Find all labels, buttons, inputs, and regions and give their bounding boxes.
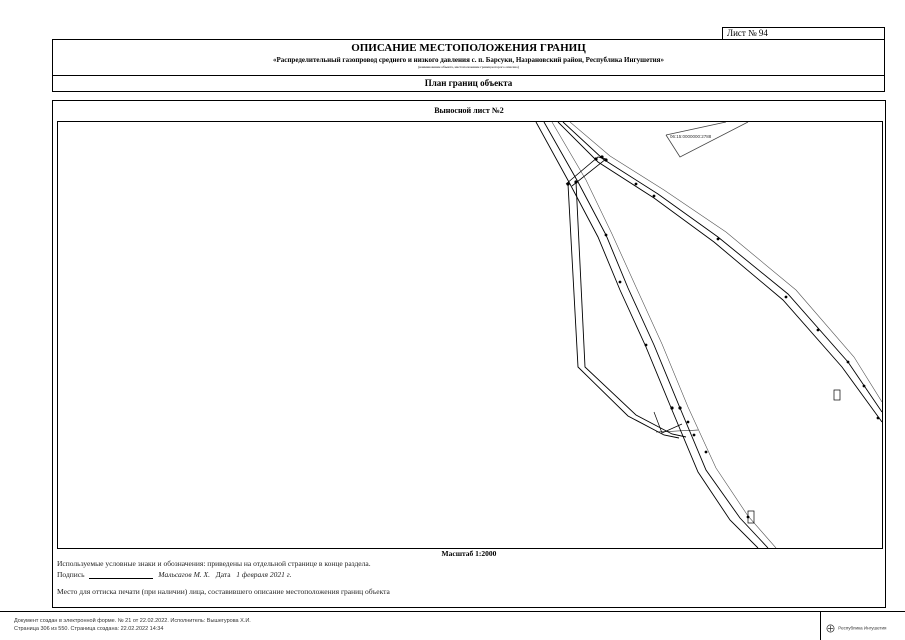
signer-name: Мальсагов М. Х. bbox=[158, 570, 211, 579]
sheet-number: Лист № 94 bbox=[722, 27, 885, 40]
footer-org-name: Республика Ингушетия bbox=[838, 625, 887, 631]
document-header bbox=[52, 39, 885, 92]
structure-marker bbox=[834, 390, 840, 400]
emblem-icon bbox=[826, 624, 835, 633]
stamp-place: Место для оттиска печати (при наличии) лица, составившего описание местоположения границ объекта bbox=[57, 587, 390, 596]
corridor-line bbox=[558, 122, 882, 422]
object-name-caption: (наименование объекта, местоположение границ которого описано) bbox=[418, 65, 519, 69]
corridor-line bbox=[544, 122, 768, 548]
boundary-points bbox=[566, 155, 879, 518]
signature-row bbox=[57, 570, 291, 579]
date-value: 1 февраля 2021 г. bbox=[236, 570, 292, 579]
cross-section bbox=[654, 412, 682, 433]
footer-org bbox=[826, 624, 886, 633]
footer-divider bbox=[0, 611, 905, 612]
map-scale: Масштаб 1:2000 bbox=[441, 549, 497, 558]
parcel-number: 06:15:0000000:2788 bbox=[670, 134, 712, 139]
signature-line bbox=[89, 571, 153, 579]
corridor-line bbox=[576, 182, 686, 437]
date-label: Дата bbox=[215, 570, 231, 579]
corridor-line bbox=[568, 184, 679, 438]
cross-section bbox=[656, 430, 698, 432]
header-divider bbox=[53, 75, 884, 76]
legend-note: Используемые условные знаки и обозначения: приведены на отдельной странице в конце раздела. bbox=[57, 559, 371, 568]
corridor-line bbox=[552, 122, 776, 548]
parcel-boundary bbox=[666, 122, 748, 157]
document-title: ОПИСАНИЕ МЕСТОПОЛОЖЕНИЯ ГРАНИЦ bbox=[351, 42, 586, 54]
corridor-line bbox=[536, 122, 758, 548]
footer-separator bbox=[820, 612, 821, 640]
object-name: «Распределительный газопровод среднего и низкого давления с. п. Барсуки, Назрановский район, Республика Ингушетия» bbox=[273, 56, 664, 64]
section-title: План границ объекта bbox=[424, 78, 513, 88]
signature-label: Подпись bbox=[57, 570, 85, 579]
boundary-map bbox=[57, 121, 883, 549]
plan-title: Выносной лист №2 bbox=[434, 106, 504, 115]
plan-frame bbox=[52, 100, 886, 608]
footer-doc-info: Документ создан в электронной форме. № 21 от 22.02.2022. Исполнитель: Вышегурова Х.И. bbox=[14, 618, 251, 624]
footer-page-info: Страница 306 из 550. Страница создана: 22.02.2022 14:34 bbox=[14, 626, 164, 632]
map-drawing bbox=[58, 122, 882, 548]
